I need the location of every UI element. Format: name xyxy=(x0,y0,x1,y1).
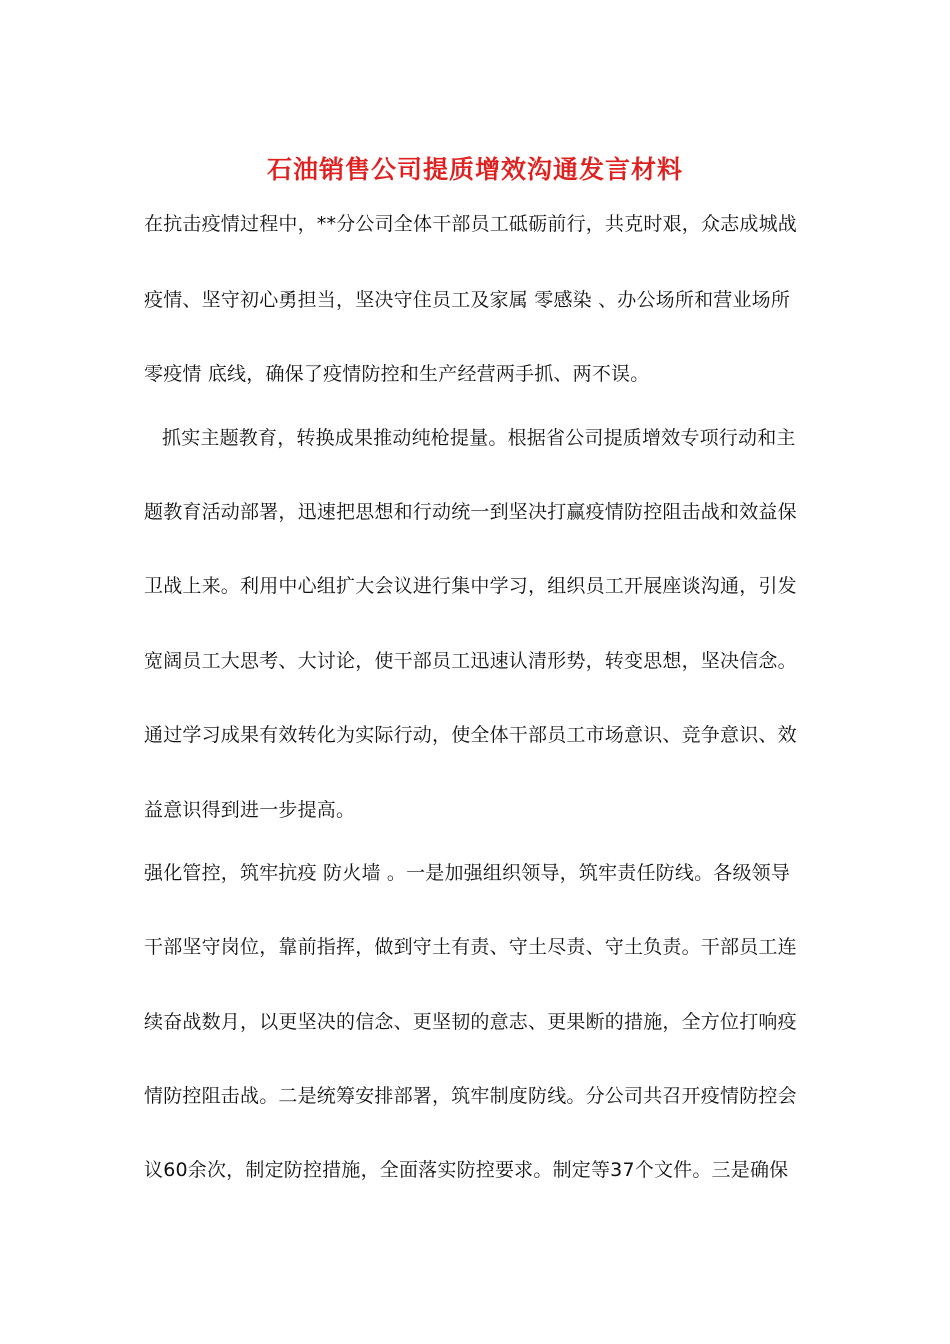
body-line-7: 宽阔员工大思考、大讨论，使干部员工迅速认清形势，转变思想，坚决信念。 xyxy=(144,650,797,672)
body-line-14: 议60余次，制定防控措施，全面落实防控要求。制定等37个文件。三是确保 xyxy=(144,1159,789,1181)
body-line-2: 疫情、坚守初心勇担当，坚决守住员工及家属 零感染 、办公场所和营业场所 xyxy=(144,289,791,311)
body-line-5: 题教育活动部署，迅速把思想和行动统一到坚决打赢疫情防控阻击战和效益保 xyxy=(144,501,797,523)
body-line-10: 强化管控，筑牢抗疫 防火墙 。一是加强组织领导，筑牢责任防线。各级领导 xyxy=(144,862,791,884)
body-line-6: 卫战上来。利用中心组扩大会议进行集中学习，组织员工开展座谈沟通，引发 xyxy=(144,575,797,597)
body-line-4: 抓实主题教育，转换成果推动纯枪提量。根据省公司提质增效专项行动和主 xyxy=(162,427,796,449)
body-line-11: 干部坚守岗位，靠前指挥，做到守土有责、守土尽责、守土负责。干部员工连 xyxy=(144,936,797,958)
body-line-8: 通过学习成果有效转化为实际行动，使全体干部员工市场意识、竞争意识、效 xyxy=(144,724,797,746)
body-line-13: 情防控阻击战。二是统筹安排部署，筑牢制度防线。分公司共召开疫情防控会 xyxy=(144,1085,797,1107)
body-line-12: 续奋战数月，以更坚决的信念、更坚韧的意志、更果断的措施，全方位打响疫 xyxy=(144,1011,797,1033)
document-title: 石油销售公司提质增效沟通发言材料 xyxy=(266,155,683,184)
body-line-1: 在抗击疫情过程中，**分公司全体干部员工砥砺前行，共克时艰，众志成城战 xyxy=(144,213,798,235)
body-line-3: 零疫情 底线，确保了疫情防控和生产经营两手抓、两不误。 xyxy=(144,363,650,385)
body-line-9: 益意识得到进一步提高。 xyxy=(144,799,356,821)
